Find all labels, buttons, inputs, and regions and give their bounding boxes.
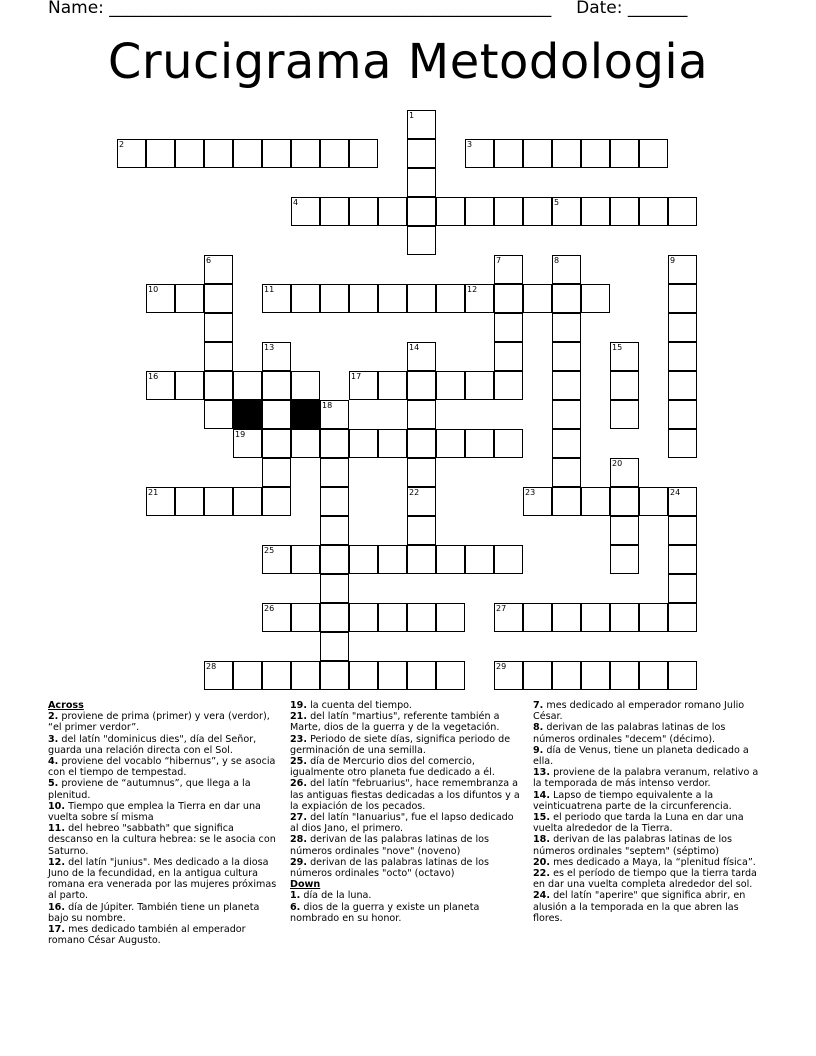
clue-text: del latín "junius". Mes dedicado a la diosa Juno de la fecundidad, en la antigua cultura romana era venerada por las mujeres próximas al parto. xyxy=(48,856,277,902)
clue-text: mes dedicado también al emperador romano César Augusto. xyxy=(48,924,246,947)
clue-number: 14 xyxy=(409,343,420,352)
grid-cell[interactable] xyxy=(552,255,581,284)
grid-cell[interactable] xyxy=(407,400,436,429)
grid-cell[interactable] xyxy=(581,603,610,632)
grid-cell[interactable] xyxy=(494,284,523,313)
grid-cell[interactable] xyxy=(349,371,378,400)
grid-cell[interactable] xyxy=(291,197,320,226)
clue-number: 13 xyxy=(264,343,275,352)
grid-cell[interactable] xyxy=(494,313,523,342)
clue-number-label: 22. xyxy=(533,868,550,880)
clue-text: proviene del vocablo “hibernus”, y se asocia con el tiempo de tempestad. xyxy=(48,756,276,779)
clue-number-label: 14. xyxy=(533,789,550,801)
grid-block xyxy=(233,400,262,429)
grid-cell[interactable] xyxy=(610,400,639,429)
grid-cell[interactable] xyxy=(436,284,465,313)
clue-number-label: 12. xyxy=(48,856,65,868)
clue-number: 9 xyxy=(670,256,676,265)
clue-text: proviene de “autumnus”, que llega a la plenitud. xyxy=(48,778,251,801)
clue-text: Periodo de siete días, significa periodo de germinación de una semilla. xyxy=(290,733,511,756)
grid-cell[interactable] xyxy=(494,371,523,400)
grid-cell[interactable] xyxy=(146,139,175,168)
grid-block xyxy=(291,400,320,429)
grid-cell[interactable] xyxy=(494,429,523,458)
clue-number: 26 xyxy=(264,604,275,613)
clue-item xyxy=(290,756,522,778)
grid-cell[interactable] xyxy=(407,197,436,226)
grid-cell[interactable] xyxy=(465,284,494,313)
clue-text: derivan de las palabras latinas de los números ordinales "octo" (octavo) xyxy=(290,856,490,880)
clue-item xyxy=(290,778,522,812)
clue-number: 3 xyxy=(467,140,473,149)
grid-cell[interactable] xyxy=(610,458,639,487)
clue-number-label: 27. xyxy=(290,812,307,824)
grid-cell[interactable] xyxy=(668,574,697,603)
grid-cell[interactable] xyxy=(639,661,668,690)
grid-cell[interactable] xyxy=(581,284,610,313)
grid-cell[interactable] xyxy=(407,168,436,197)
clue-text: mes dedicado al emperador romano Julio César. xyxy=(533,700,745,723)
grid-cell[interactable] xyxy=(552,284,581,313)
clue-text: día de la luna. xyxy=(303,890,372,902)
header-line xyxy=(48,0,687,18)
clue-text: derivan de las palabras latinas de los números ordinales "decem" (décimo). xyxy=(533,722,726,745)
grid-cell[interactable] xyxy=(465,197,494,226)
grid-cell[interactable] xyxy=(668,197,697,226)
grid-cell[interactable] xyxy=(436,545,465,574)
clue-number-label: 21. xyxy=(290,711,307,723)
clue-text: dios de la guerra y existe un planeta nombrado en su honor. xyxy=(290,901,480,924)
grid-cell[interactable] xyxy=(204,139,233,168)
grid-cell[interactable] xyxy=(378,603,407,632)
grid-cell[interactable] xyxy=(639,139,668,168)
grid-cell[interactable] xyxy=(320,139,349,168)
grid-cell[interactable] xyxy=(378,429,407,458)
clue-number: 4 xyxy=(293,198,299,207)
grid-cell[interactable] xyxy=(262,458,291,487)
clue-item xyxy=(290,890,522,901)
grid-cell[interactable] xyxy=(581,487,610,516)
clue-number: 16 xyxy=(148,372,159,381)
grid-cell[interactable] xyxy=(262,284,291,313)
grid-cell[interactable] xyxy=(291,429,320,458)
clue-item xyxy=(290,857,522,879)
clue-number: 20 xyxy=(612,459,623,468)
clue-item xyxy=(533,700,765,722)
clue-number: 24 xyxy=(670,488,681,497)
clue-text: es el período de tiempo que la tierra tarda en dar una vuelta completa alrededor del sol. xyxy=(533,868,757,891)
clue-text: derivan de las palabras latinas de los números ordinales "nove" (noveno) xyxy=(290,834,490,857)
grid-cell[interactable] xyxy=(523,661,552,690)
clue-number: 12 xyxy=(467,285,478,294)
grid-cell[interactable] xyxy=(668,603,697,632)
clue-number: 21 xyxy=(148,488,159,497)
grid-cell[interactable] xyxy=(581,661,610,690)
grid-cell[interactable] xyxy=(552,603,581,632)
grid-cell[interactable] xyxy=(407,458,436,487)
grid-cell[interactable] xyxy=(262,487,291,516)
grid-cell[interactable] xyxy=(610,661,639,690)
grid-cell[interactable] xyxy=(349,197,378,226)
grid-cell[interactable] xyxy=(668,661,697,690)
clue-number: 19 xyxy=(235,430,246,439)
clue-text: mes dedicado a Maya, la “plenitud física”. xyxy=(553,856,756,868)
clue-item xyxy=(533,722,765,744)
grid-cell[interactable] xyxy=(204,342,233,371)
clue-number-label: 23. xyxy=(290,733,307,745)
grid-cell[interactable] xyxy=(320,632,349,661)
clue-item xyxy=(533,857,765,868)
clue-number: 23 xyxy=(525,488,536,497)
clue-item xyxy=(290,711,522,733)
grid-cell[interactable] xyxy=(407,429,436,458)
grid-cell[interactable] xyxy=(610,487,639,516)
grid-cell[interactable] xyxy=(349,139,378,168)
grid-cell[interactable] xyxy=(668,400,697,429)
grid-cell[interactable] xyxy=(233,429,262,458)
grid-cell[interactable] xyxy=(523,139,552,168)
grid-cell[interactable] xyxy=(523,603,552,632)
grid-cell[interactable] xyxy=(552,400,581,429)
clue-number-label: 7. xyxy=(533,700,544,711)
grid-cell[interactable] xyxy=(407,226,436,255)
grid-cell[interactable] xyxy=(378,197,407,226)
grid-cell[interactable] xyxy=(436,429,465,458)
grid-cell[interactable] xyxy=(581,197,610,226)
clue-item xyxy=(533,834,765,856)
grid-cell[interactable] xyxy=(436,661,465,690)
clue-item xyxy=(533,790,765,812)
grid-cell[interactable] xyxy=(639,487,668,516)
grid-cell[interactable] xyxy=(262,342,291,371)
grid-cell[interactable] xyxy=(610,545,639,574)
clue-item xyxy=(290,700,522,711)
grid-cell[interactable] xyxy=(668,545,697,574)
grid-cell[interactable] xyxy=(262,545,291,574)
grid-cell[interactable] xyxy=(552,313,581,342)
clue-number-label: 6. xyxy=(290,901,301,913)
clue-number-label: 16. xyxy=(48,901,65,913)
clue-number-label: 3. xyxy=(48,733,59,745)
grid-cell[interactable] xyxy=(668,342,697,371)
clue-item xyxy=(533,868,765,890)
clue-number-label: 19. xyxy=(290,700,307,711)
grid-cell[interactable] xyxy=(320,661,349,690)
clue-item xyxy=(533,890,765,924)
clue-item xyxy=(48,823,280,857)
grid-cell[interactable] xyxy=(552,371,581,400)
grid-cell[interactable] xyxy=(668,487,697,516)
name-line[interactable]: ____________________________________________________ xyxy=(109,0,552,18)
grid-cell[interactable] xyxy=(262,139,291,168)
clue-number-label: 13. xyxy=(533,767,550,779)
clue-text: proviene de prima (primer) y vera (verdor), “el primer verdor”. xyxy=(48,711,270,734)
clue-item xyxy=(48,711,280,733)
clue-text: Tiempo que emplea la Tierra en dar una vuelta sobre sí misma xyxy=(48,800,261,824)
grid-cell[interactable] xyxy=(465,371,494,400)
grid-cell[interactable] xyxy=(233,139,262,168)
clue-item xyxy=(533,767,765,789)
grid-cell[interactable] xyxy=(552,139,581,168)
grid-cell[interactable] xyxy=(494,197,523,226)
grid-cell[interactable] xyxy=(175,284,204,313)
clue-number-label: 1. xyxy=(290,890,301,902)
clue-number-label: 15. xyxy=(533,812,550,824)
grid-cell[interactable] xyxy=(552,661,581,690)
clue-text: día de Venus, tiene un planeta dedicado a ella. xyxy=(533,744,749,768)
grid-cell[interactable] xyxy=(320,284,349,313)
grid-cell[interactable] xyxy=(668,371,697,400)
grid-cell[interactable] xyxy=(523,487,552,516)
grid-cell[interactable] xyxy=(349,603,378,632)
clue-number-label: 28. xyxy=(290,834,307,846)
grid-cell[interactable] xyxy=(378,661,407,690)
grid-cell[interactable] xyxy=(349,284,378,313)
grid-cell[interactable] xyxy=(291,545,320,574)
clue-number-label: 17. xyxy=(48,924,65,936)
grid-cell[interactable] xyxy=(291,284,320,313)
grid-cell[interactable] xyxy=(233,661,262,690)
date-line[interactable]: _______ xyxy=(627,0,688,18)
clue-text: día de Mercurio dios del comercio, igualmente otro planeta fue dedicado a él. xyxy=(290,756,495,779)
clue-text: la cuenta del tiempo. xyxy=(310,700,412,711)
grid-cell[interactable] xyxy=(494,545,523,574)
clue-number-label: 8. xyxy=(533,722,544,734)
grid-cell[interactable] xyxy=(204,313,233,342)
clue-item xyxy=(48,778,280,800)
grid-cell[interactable] xyxy=(610,197,639,226)
grid-cell[interactable] xyxy=(552,342,581,371)
grid-cell[interactable] xyxy=(320,487,349,516)
clue-number-label: 29. xyxy=(290,856,307,868)
grid-cell[interactable] xyxy=(320,429,349,458)
clue-item xyxy=(48,902,280,924)
clue-item xyxy=(533,745,765,767)
grid-cell[interactable] xyxy=(262,400,291,429)
grid-cell[interactable] xyxy=(407,371,436,400)
grid-cell[interactable] xyxy=(320,574,349,603)
grid-cell[interactable] xyxy=(639,197,668,226)
grid-cell[interactable] xyxy=(146,284,175,313)
date-label: Date: xyxy=(576,0,623,18)
clue-number-label: 24. xyxy=(533,890,550,902)
grid-cell[interactable] xyxy=(117,139,146,168)
grid-cell[interactable] xyxy=(175,371,204,400)
clues-column-3 xyxy=(533,700,765,924)
grid-cell[interactable] xyxy=(204,371,233,400)
clue-number: 28 xyxy=(206,662,217,671)
grid-cell[interactable] xyxy=(320,197,349,226)
grid-cell[interactable] xyxy=(494,603,523,632)
page-title: Crucigrama Metodologia xyxy=(107,34,709,90)
grid-cell[interactable] xyxy=(291,139,320,168)
clues-column-1 xyxy=(48,700,280,946)
clue-text: el periodo que tarda la Luna en dar una vuelta alrededor de la Tierra. xyxy=(533,812,744,835)
clue-text: Lapso de tiempo equivalente a la veinticuatrena parte de la circunferencia. xyxy=(533,789,732,812)
name-label: Name: xyxy=(48,0,104,18)
clue-number: 7 xyxy=(496,256,502,265)
clue-number-label: 9. xyxy=(533,744,544,756)
clue-number-label: 11. xyxy=(48,823,65,835)
grid-cell[interactable] xyxy=(668,429,697,458)
clue-number: 11 xyxy=(264,285,275,294)
grid-cell[interactable] xyxy=(494,255,523,284)
down-heading: Down xyxy=(290,879,321,891)
grid-cell[interactable] xyxy=(407,516,436,545)
clue-item xyxy=(48,857,280,902)
clue-text: derivan de las palabras latinas de los números ordinales "septem" (séptimo) xyxy=(533,834,733,857)
grid-cell[interactable] xyxy=(581,139,610,168)
grid-cell[interactable] xyxy=(349,661,378,690)
grid-cell[interactable] xyxy=(175,487,204,516)
grid-cell[interactable] xyxy=(610,603,639,632)
clue-number-label: 5. xyxy=(48,778,59,790)
grid-cell[interactable] xyxy=(378,371,407,400)
grid-cell[interactable] xyxy=(668,516,697,545)
grid-cell[interactable] xyxy=(465,545,494,574)
grid-cell[interactable] xyxy=(204,400,233,429)
clue-number: 29 xyxy=(496,662,507,671)
grid-cell[interactable] xyxy=(610,516,639,545)
grid-cell[interactable] xyxy=(291,371,320,400)
grid-cell[interactable] xyxy=(320,516,349,545)
grid-cell[interactable] xyxy=(204,661,233,690)
grid-cell[interactable] xyxy=(291,603,320,632)
grid-cell[interactable] xyxy=(320,400,349,429)
grid-cell[interactable] xyxy=(262,429,291,458)
clue-item xyxy=(290,734,522,756)
clue-text: del latín "aperire" que significa abrir, en alusión a la temporada en la que abren las flores. xyxy=(533,890,746,924)
clues-column-2 xyxy=(290,700,522,924)
grid-cell[interactable] xyxy=(639,603,668,632)
grid-cell[interactable] xyxy=(668,284,697,313)
clue-number: 27 xyxy=(496,604,507,613)
grid-cell[interactable] xyxy=(407,661,436,690)
clue-number: 15 xyxy=(612,343,623,352)
clue-item xyxy=(290,902,522,924)
clue-item xyxy=(290,812,522,834)
grid-cell[interactable] xyxy=(262,371,291,400)
grid-cell[interactable] xyxy=(465,139,494,168)
grid-cell[interactable] xyxy=(233,487,262,516)
clue-number: 22 xyxy=(409,488,420,497)
grid-cell[interactable] xyxy=(668,313,697,342)
clue-text: del hebreo "sabbath" que significa descanso en la cultura hebrea: se le asocia con Saturno. xyxy=(48,823,276,857)
grid-cell[interactable] xyxy=(436,197,465,226)
grid-cell[interactable] xyxy=(610,139,639,168)
grid-cell[interactable] xyxy=(349,545,378,574)
grid-cell[interactable] xyxy=(436,603,465,632)
clue-number-label: 2. xyxy=(48,711,59,723)
clue-text: del latín "dominicus dies", día del Señor, guarda una relación directa con el Sol. xyxy=(48,733,257,756)
grid-cell[interactable] xyxy=(407,545,436,574)
grid-cell[interactable] xyxy=(494,661,523,690)
clue-number-label: 20. xyxy=(533,856,550,868)
grid-cell[interactable] xyxy=(465,429,494,458)
grid-cell[interactable] xyxy=(378,545,407,574)
clue-item xyxy=(48,801,280,823)
grid-cell[interactable] xyxy=(204,284,233,313)
clue-item xyxy=(48,756,280,778)
grid-cell[interactable] xyxy=(262,603,291,632)
clue-number: 17 xyxy=(351,372,362,381)
grid-cell[interactable] xyxy=(175,139,204,168)
grid-cell[interactable] xyxy=(204,487,233,516)
clue-text: día de Júpiter. También tiene un planeta bajo su nombre. xyxy=(48,901,260,924)
grid-cell[interactable] xyxy=(494,342,523,371)
grid-cell[interactable] xyxy=(320,458,349,487)
grid-cell[interactable] xyxy=(320,545,349,574)
grid-cell[interactable] xyxy=(407,284,436,313)
clue-number: 6 xyxy=(206,256,212,265)
clue-text: del latín "Ianuarius", fue el lapso dedicado al dios Jano, el primero. xyxy=(290,812,514,835)
grid-cell[interactable] xyxy=(204,255,233,284)
clue-number: 10 xyxy=(148,285,159,294)
clue-number: 2 xyxy=(119,140,125,149)
clue-number-label: 4. xyxy=(48,756,59,768)
clue-text: proviene de la palabra veranum, relativo a la temporada de más intenso verdor. xyxy=(533,767,759,790)
grid-cell[interactable] xyxy=(552,197,581,226)
grid-cell[interactable] xyxy=(494,139,523,168)
clue-number: 8 xyxy=(554,256,560,265)
grid-cell[interactable] xyxy=(146,371,175,400)
clue-item xyxy=(48,924,280,946)
grid-cell[interactable] xyxy=(552,429,581,458)
clue-number-label: 26. xyxy=(290,778,307,790)
grid-cell[interactable] xyxy=(407,487,436,516)
grid-cell[interactable] xyxy=(407,110,436,139)
grid-cell[interactable] xyxy=(262,661,291,690)
grid-cell[interactable] xyxy=(407,342,436,371)
grid-cell[interactable] xyxy=(146,487,175,516)
grid-cell[interactable] xyxy=(436,371,465,400)
grid-cell[interactable] xyxy=(610,342,639,371)
grid-cell[interactable] xyxy=(552,487,581,516)
clue-number-label: 10. xyxy=(48,800,65,812)
grid-cell[interactable] xyxy=(668,255,697,284)
grid-cell[interactable] xyxy=(291,661,320,690)
grid-cell[interactable] xyxy=(610,371,639,400)
clue-number-label: 18. xyxy=(533,834,550,846)
clue-item xyxy=(48,734,280,756)
clue-number: 1 xyxy=(409,111,415,120)
grid-cell[interactable] xyxy=(320,603,349,632)
clue-number-label: 25. xyxy=(290,756,307,768)
grid-cell[interactable] xyxy=(233,371,262,400)
clue-number: 18 xyxy=(322,401,333,410)
clue-text: del latín "martius", referente también a Marte, dios de la guerra y de la vegetación. xyxy=(290,711,500,734)
grid-cell[interactable] xyxy=(407,139,436,168)
clue-number: 25 xyxy=(264,546,275,555)
across-heading: Across xyxy=(48,700,84,711)
clue-item xyxy=(533,812,765,834)
grid-cell[interactable] xyxy=(349,429,378,458)
grid-cell[interactable] xyxy=(523,284,552,313)
clue-item xyxy=(290,834,522,856)
clue-number: 5 xyxy=(554,198,560,207)
grid-cell[interactable] xyxy=(378,284,407,313)
grid-cell[interactable] xyxy=(552,458,581,487)
grid-cell[interactable] xyxy=(523,197,552,226)
clue-text: del latín "februarius", hace remembranza a las antiguas fiestas dedicadas a los difuntos y a la expiación de los pecados. xyxy=(290,778,520,812)
grid-cell[interactable] xyxy=(407,603,436,632)
